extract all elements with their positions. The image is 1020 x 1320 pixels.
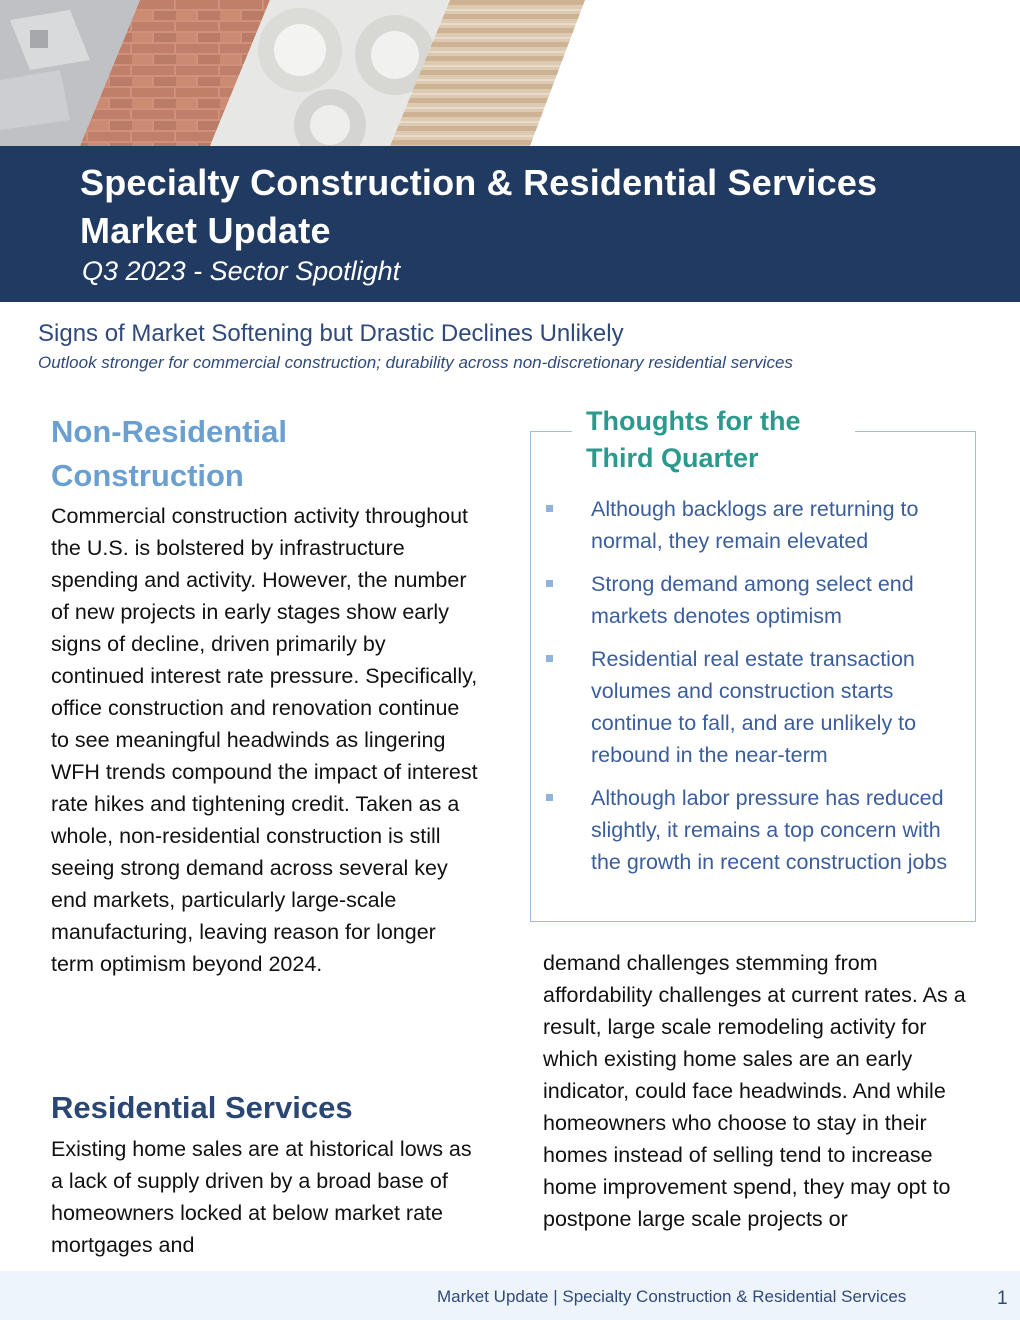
residential-body-part2: demand challenges stemming from affordability challenges at current rates. As a result, large scale remodeling activity for which existing home sales are an early indicator, could face headwinds. And while homeowners who choose to stay in their homes instead of selling tend to increase home improvement spend, they may opt to postpone large scale projects or [543,951,966,1231]
report-title-line2: Market Update [80,210,331,251]
headline: Signs of Market Softening but Drastic Declines Unlikely [38,320,624,347]
square-bullet-icon [546,505,553,512]
list-item [546,493,956,557]
page-number: 1 [997,1288,1008,1309]
hero-image [0,0,1020,146]
residential-body-part1: Existing home sales are at historical lows as a lack of supply driven by a broad base of homeowners locked at below market rate mortgages and [51,1137,472,1257]
bullet-text: Although labor pressure has reduced slightly, it remains a top concern with the growth in recent construction jobs [591,786,948,874]
list-item [546,782,956,878]
report-subtitle: Q3 2023 - Sector Spotlight [82,256,401,286]
footer-text: Market Update | Specialty Construction & Residential Services [437,1287,907,1306]
bullet-text: Residential real estate transaction volumes and construction starts continue to fall, and are unlikely to rebound in the near-term [591,647,917,767]
bullet-text: Strong demand among select end markets denotes optimism [591,572,914,628]
non-residential-section [51,410,481,980]
square-bullet-icon [546,655,553,662]
sidebar-title-wrap [572,403,855,477]
bullet-text: Although backlogs are returning to normal, they remain elevated [591,497,919,553]
square-bullet-icon [546,580,553,587]
square-bullet-icon [546,794,553,801]
page-footer [0,1271,1020,1320]
report-title-line1: Specialty Construction & Residential Services [80,162,878,203]
non-residential-body: Commercial construction activity throughout the U.S. is bolstered by infrastructure spending and activity. However, the number of new projects in early stages show early signs of decline, driven primarily by continued interest rate pressure. Specifically, office construction and renovation continue to see meaningful headwinds as lingering WFH trends compound the impact of interest rate hikes and tightening credit. Taken as a whole, non-residential construction is still seeing strong demand across several key end markets, particularly large-scale manufacturing, leaving reason for longer term optimism beyond 2024. [51,504,478,976]
title-banner [0,146,1020,302]
sidebar-title: Thoughts for the Third Quarter [586,406,801,473]
non-residential-heading: Non-Residential Construction [51,414,287,493]
list-item [546,568,956,632]
residential-heading: Residential Services [51,1090,353,1125]
list-item [546,643,956,771]
sidebar-bullet-list [546,493,956,889]
subheadline: Outlook stronger for commercial construction; durability across non-discretionary residential services [38,353,793,372]
